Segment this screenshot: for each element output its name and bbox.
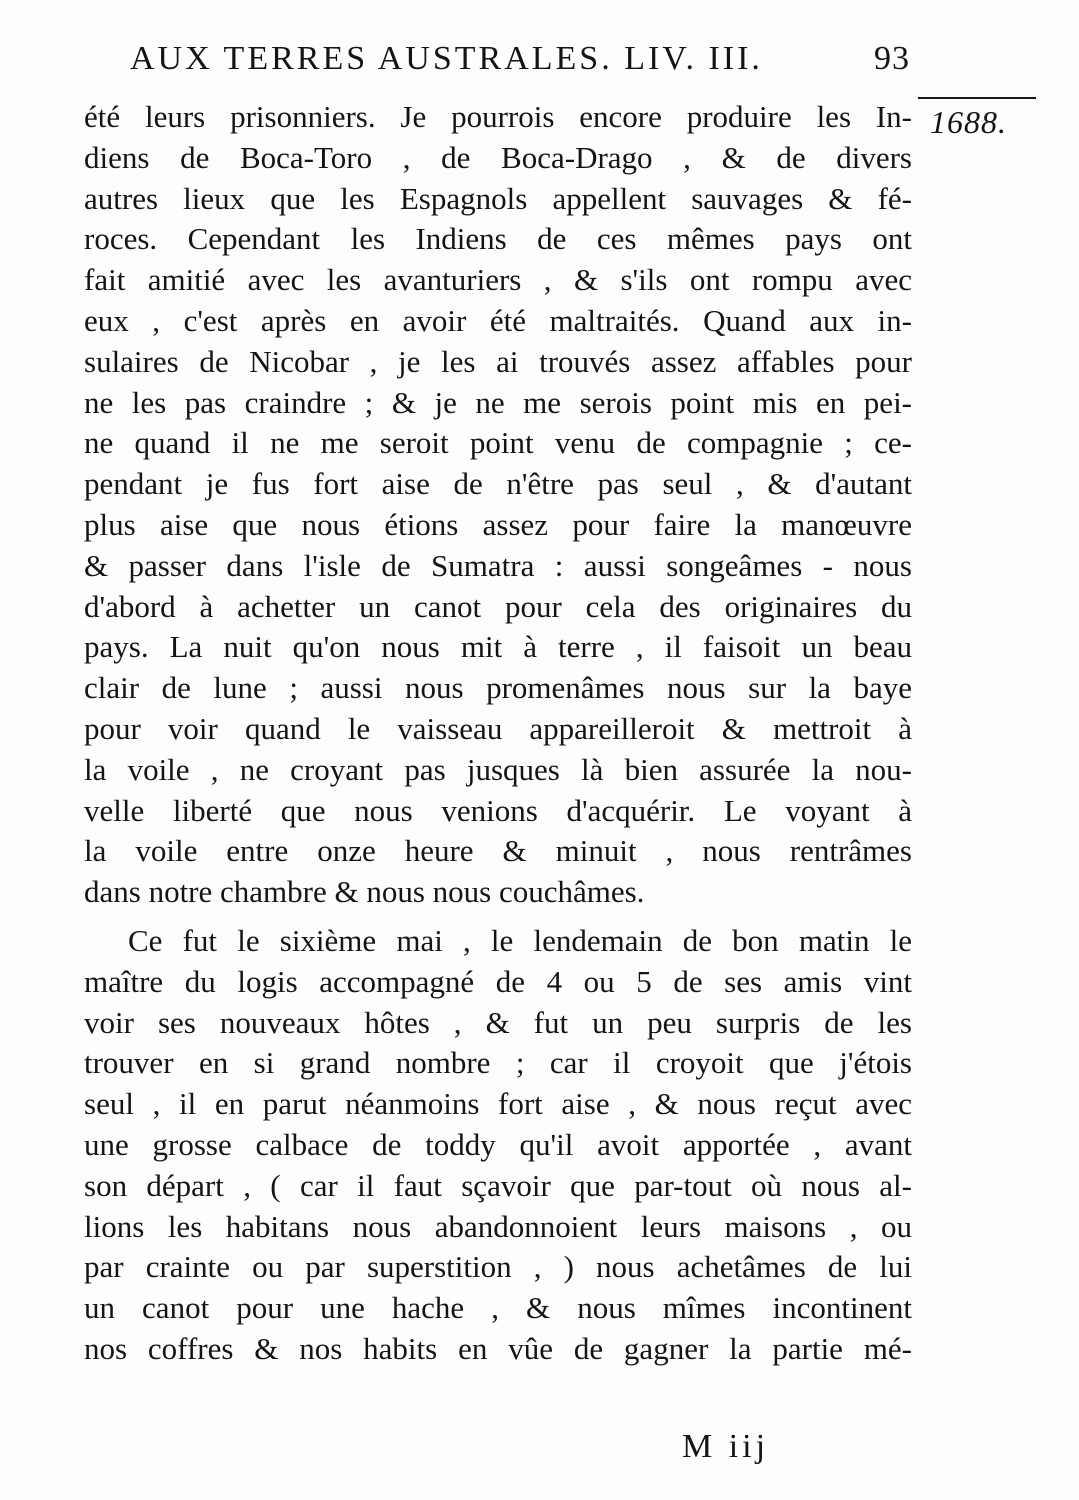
text-line: par crainte ou par superstition , ) nous achetâmes de lui [84, 1249, 912, 1285]
text-line: fait amitié avec les avanturiers , & s'ils ont rompu avec [84, 262, 912, 298]
text-line: sulaires de Nicobar , je les ai trouvés assez affables pour [84, 343, 912, 379]
text-line: Ce fut le sixième mai , le lendemain de bon matin le [128, 922, 912, 958]
running-head-title: AUX TERRES AUSTRALES. LIV. III. [130, 40, 763, 77]
text-line: ne quand il ne me seroit point venu de compagnie ; ce- [84, 425, 912, 461]
text-line: la voile entre onze heure & minuit , nous rentrâmes [84, 833, 912, 869]
text-line: autres lieux que les Espagnols appellent sauvages & fé- [84, 180, 912, 216]
text-line: d'abord à achetter un canot pour cela des originaires du [84, 588, 912, 624]
text-line: lions les habitans nous abandonnoient leurs maisons , ou [84, 1208, 912, 1244]
text-line: ne les pas craindre ; & je ne me serois point mis en pei- [84, 384, 912, 420]
text-line: dans notre chambre & nous nous couchâmes. [84, 874, 645, 910]
margin-year-note: 1688. [930, 104, 1007, 140]
text-line: maître du logis accompagné de 4 ou 5 de ses amis vint [84, 963, 912, 999]
text-line: plus aise que nous étions assez pour faire la manœuvre [84, 506, 912, 542]
text-line: & passer dans l'isle de Sumatra : aussi songeâmes - nous [84, 547, 912, 583]
text-line: seul , il en parut néanmoins fort aise , & nous reçut avec [84, 1086, 912, 1122]
text-line: diens de Boca-Toro , de Boca-Drago , & de divers [84, 139, 912, 175]
text-line: pendant je fus fort aise de n'être pas seul , & d'autant [84, 466, 912, 502]
signature-mark: M iij [682, 1428, 770, 1465]
running-head [130, 40, 910, 84]
text-line: trouver en si grand nombre ; car il croyoit que j'étois [84, 1045, 912, 1081]
text-line: velle liberté que nous venions d'acquérir. Le voyant à [84, 792, 912, 828]
text-line: roces. Cependant les Indiens de ces mêmes pays ont [84, 221, 912, 257]
text-line: pour voir quand le vaisseau appareilleroit & mettroit à [84, 710, 912, 746]
paragraph-2 [84, 921, 912, 1370]
text-line: pays. La nuit qu'on nous mit à terre , il faisoit un beau [84, 629, 912, 665]
text-line: eux , c'est après en avoir été maltraités. Quand aux in- [84, 302, 912, 338]
text-line: une grosse calbace de toddy qu'il avoit apportée , avant [84, 1126, 912, 1162]
text-line: son départ , ( car il faut sçavoir que par-tout où nous al- [84, 1167, 912, 1203]
text-line: clair de lune ; aussi nous promenâmes nous sur la baye [84, 670, 912, 706]
text-line: été leurs prisonniers. Je pourrois encore produire les In- [84, 99, 912, 134]
text-line: un canot pour une hache , & nous mîmes incontinent [84, 1290, 912, 1326]
margin-rule [918, 97, 1036, 99]
paragraph-gap [84, 913, 912, 921]
text-line: la voile , ne croyant pas jusques là bien assurée la nou- [84, 751, 912, 787]
body-text [84, 97, 912, 1370]
paragraph-1 [84, 97, 912, 913]
text-line: nos coffres & nos habits en vûe de gagner la partie mé- [84, 1330, 912, 1366]
page-number: 93 [874, 40, 910, 77]
text-line: voir ses nouveaux hôtes , & fut un peu surpris de les [84, 1004, 912, 1040]
